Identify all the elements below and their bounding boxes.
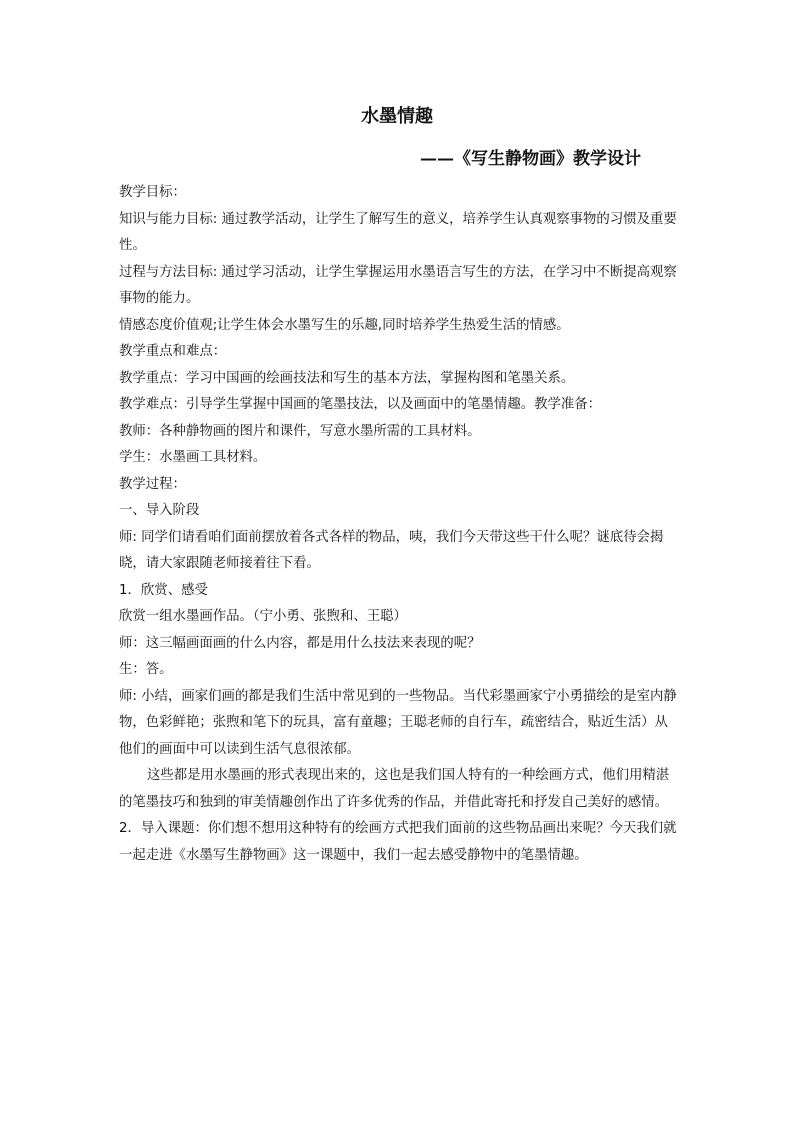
paragraph-teacher-question: 师：这三幅画面画的什么内容，都是用什么技法来表现的呢？ (119, 635, 481, 651)
heading-key-points: 教学重点和难点： (119, 344, 227, 359)
paragraph-ink-painting: 这些都是用水墨画的形式表现出来的，这也是我们国人特有的一种绘画方式，他们用精湛的笔墨技巧和独到的审美情趣创作出了许多优秀的作品，并借此寄托和抒发自己美好的感情。 (119, 768, 670, 810)
document-subtitle: ——《写生静物画》教学设计 (420, 149, 641, 169)
paragraph-process-goal: 过程与方法目标: 通过学习活动，让学生掌握运用水墨语言写生的方法，在学习中不断提高观察事物的能力。 (119, 264, 677, 306)
paragraph-difficulty: 教学难点：引导学生掌握中国画的笔墨技法，以及画面中的笔墨情趣。教学准备： (119, 397, 602, 412)
paragraph-introduce-topic: 2．导入课题：你们想不想用这种特有的绘画方式把我们面前的这些物品画出来呢？今天我们就一起走进《水墨写生静物画》这一课题中，我们一起去感受静物中的笔墨情趣。 (119, 821, 677, 863)
heading-appreciate: 1．欣赏、感受 (119, 582, 208, 598)
paragraph-key-point: 教学重点：学习中国画的绘画技法和写生的基本方法，掌握构图和笔墨关系。 (119, 370, 575, 386)
document-title: 水墨情趣 (361, 106, 433, 127)
heading-teaching-process: 教学过程： (119, 476, 186, 492)
paragraph-appreciate-works: 欣赏一组水墨画作品。（宁小勇、张煦和、王聪） (119, 609, 407, 624)
paragraph-student-prep: 学生：水墨画工具材料。 (119, 450, 267, 465)
paragraph-teacher-prep: 教师：各种静物画的图片和课件，写意水墨所需的工具材料。 (119, 423, 481, 439)
document-body (119, 180, 679, 869)
heading-intro-stage: 一、导入阶段 (119, 503, 200, 518)
paragraph-student-answer: 生：答。 (119, 662, 173, 677)
paragraph-emotion-goal: 情感态度价值观;让学生体会水墨写生的乐趣,同时培养学生热爱生活的情感。 (119, 317, 570, 333)
paragraph-teacher-summary: 师: 小结，画家们画的都是我们生活中常见到的一些物品。当代彩墨画家宁小勇描绘的是室内静物，色彩鲜艳；张煦和笔下的玩具，富有童趣；王聪老师的自行车，疏密结合，贴近生活）从他们的画面中可以读到生活气息很浓郁。 (119, 688, 677, 757)
paragraph-knowledge-goal: 知识与能力目标: 通过教学活动，让学生了解写生的意义，培养学生认真观察事物的习惯及重要性。 (119, 211, 677, 253)
heading-teaching-goals: 教学目标： (119, 185, 186, 200)
paragraph-teacher-intro: 师: 同学们请看咱们面前摆放着各式各样的物品，咦，我们今天带这些干什么呢？谜底待会揭晓，请大家跟随老师接着往下看。 (119, 529, 664, 571)
